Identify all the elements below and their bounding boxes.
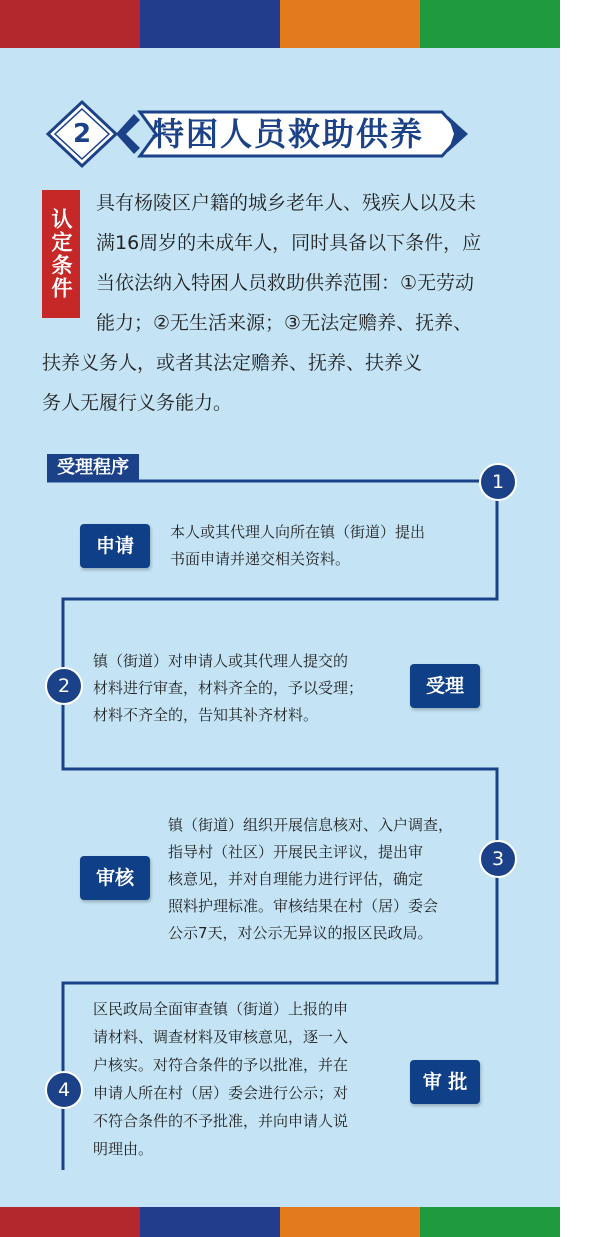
stripe-red (0, 1207, 140, 1237)
step-number-4: 4 (45, 1071, 83, 1109)
step-button-review[interactable]: 审核 (80, 856, 150, 900)
title-text: 特困人员救助供养 (152, 115, 425, 153)
step-text: 明理由。 (93, 1140, 154, 1158)
criteria-line: 满16周岁的未成年人，同时具备以下条件，应 (96, 232, 482, 254)
stripe-green (420, 1207, 560, 1237)
bottom-color-stripe (0, 1207, 560, 1237)
step-text: 本人或其代理人向所在镇（街道）提出 (170, 523, 426, 541)
criteria-line: 务人无履行义务能力。 (42, 392, 233, 414)
step-text: 申请人所在村（居）委会进行公示；对 (93, 1084, 349, 1102)
step-number-1: 1 (479, 463, 517, 501)
step-text: 公示7天，对公示无异议的报区民政局。 (168, 924, 433, 942)
step-text: 核意见，并对自理能力进行评估，确定 (168, 870, 424, 888)
step-text: 镇（街道）对申请人或其代理人提交的 (93, 652, 349, 670)
title-number: 2 (72, 119, 92, 149)
step-button-apply[interactable]: 申请 (80, 524, 150, 568)
step-text: 镇（街道）组织开展信息核对、入户调查， (168, 816, 454, 834)
step-text: 指导村（社区）开展民主评议，提出审 (168, 843, 424, 861)
criteria-tag: 认定条件 (42, 190, 80, 318)
step-button-accept[interactable]: 受理 (410, 664, 480, 708)
criteria-line: 具有杨陵区户籍的城乡老年人、残疾人以及未 (96, 192, 477, 214)
step-number-3: 3 (479, 840, 517, 878)
criteria-line: 能力；②无生活来源；③无法定赡养、抚养、 (96, 312, 473, 334)
step-number-2: 2 (45, 667, 83, 705)
stripe-blue (140, 1207, 280, 1237)
step-text: 材料进行审查，材料齐全的，予以受理； (93, 679, 364, 697)
step-text: 区民政局全面审查镇（街道）上报的申 (93, 1000, 349, 1018)
step-text: 材料不齐全的，告知其补齐材料。 (93, 706, 319, 724)
step-text: 请材料、调查材料及审核意见，逐一入 (93, 1028, 349, 1046)
criteria-line: 当依法纳入特困人员救助供养范围：①无劳动 (96, 272, 475, 294)
step-text: 不符合条件的不予批准，并向申请人说 (93, 1112, 349, 1130)
step-button-approve[interactable]: 审 批 (410, 1060, 480, 1104)
stripe-orange (280, 1207, 420, 1237)
step-text: 户核实。对符合条件的予以批准，并在 (93, 1056, 349, 1074)
step-text: 照料护理标准。审核结果在村（居）委会 (168, 897, 439, 915)
criteria-line: 扶养义务人，或者其法定赡养、抚养、扶养义 (42, 352, 423, 374)
process-label: 受理程序 (47, 454, 139, 482)
step-text: 书面申请并递交相关资料。 (170, 550, 351, 568)
